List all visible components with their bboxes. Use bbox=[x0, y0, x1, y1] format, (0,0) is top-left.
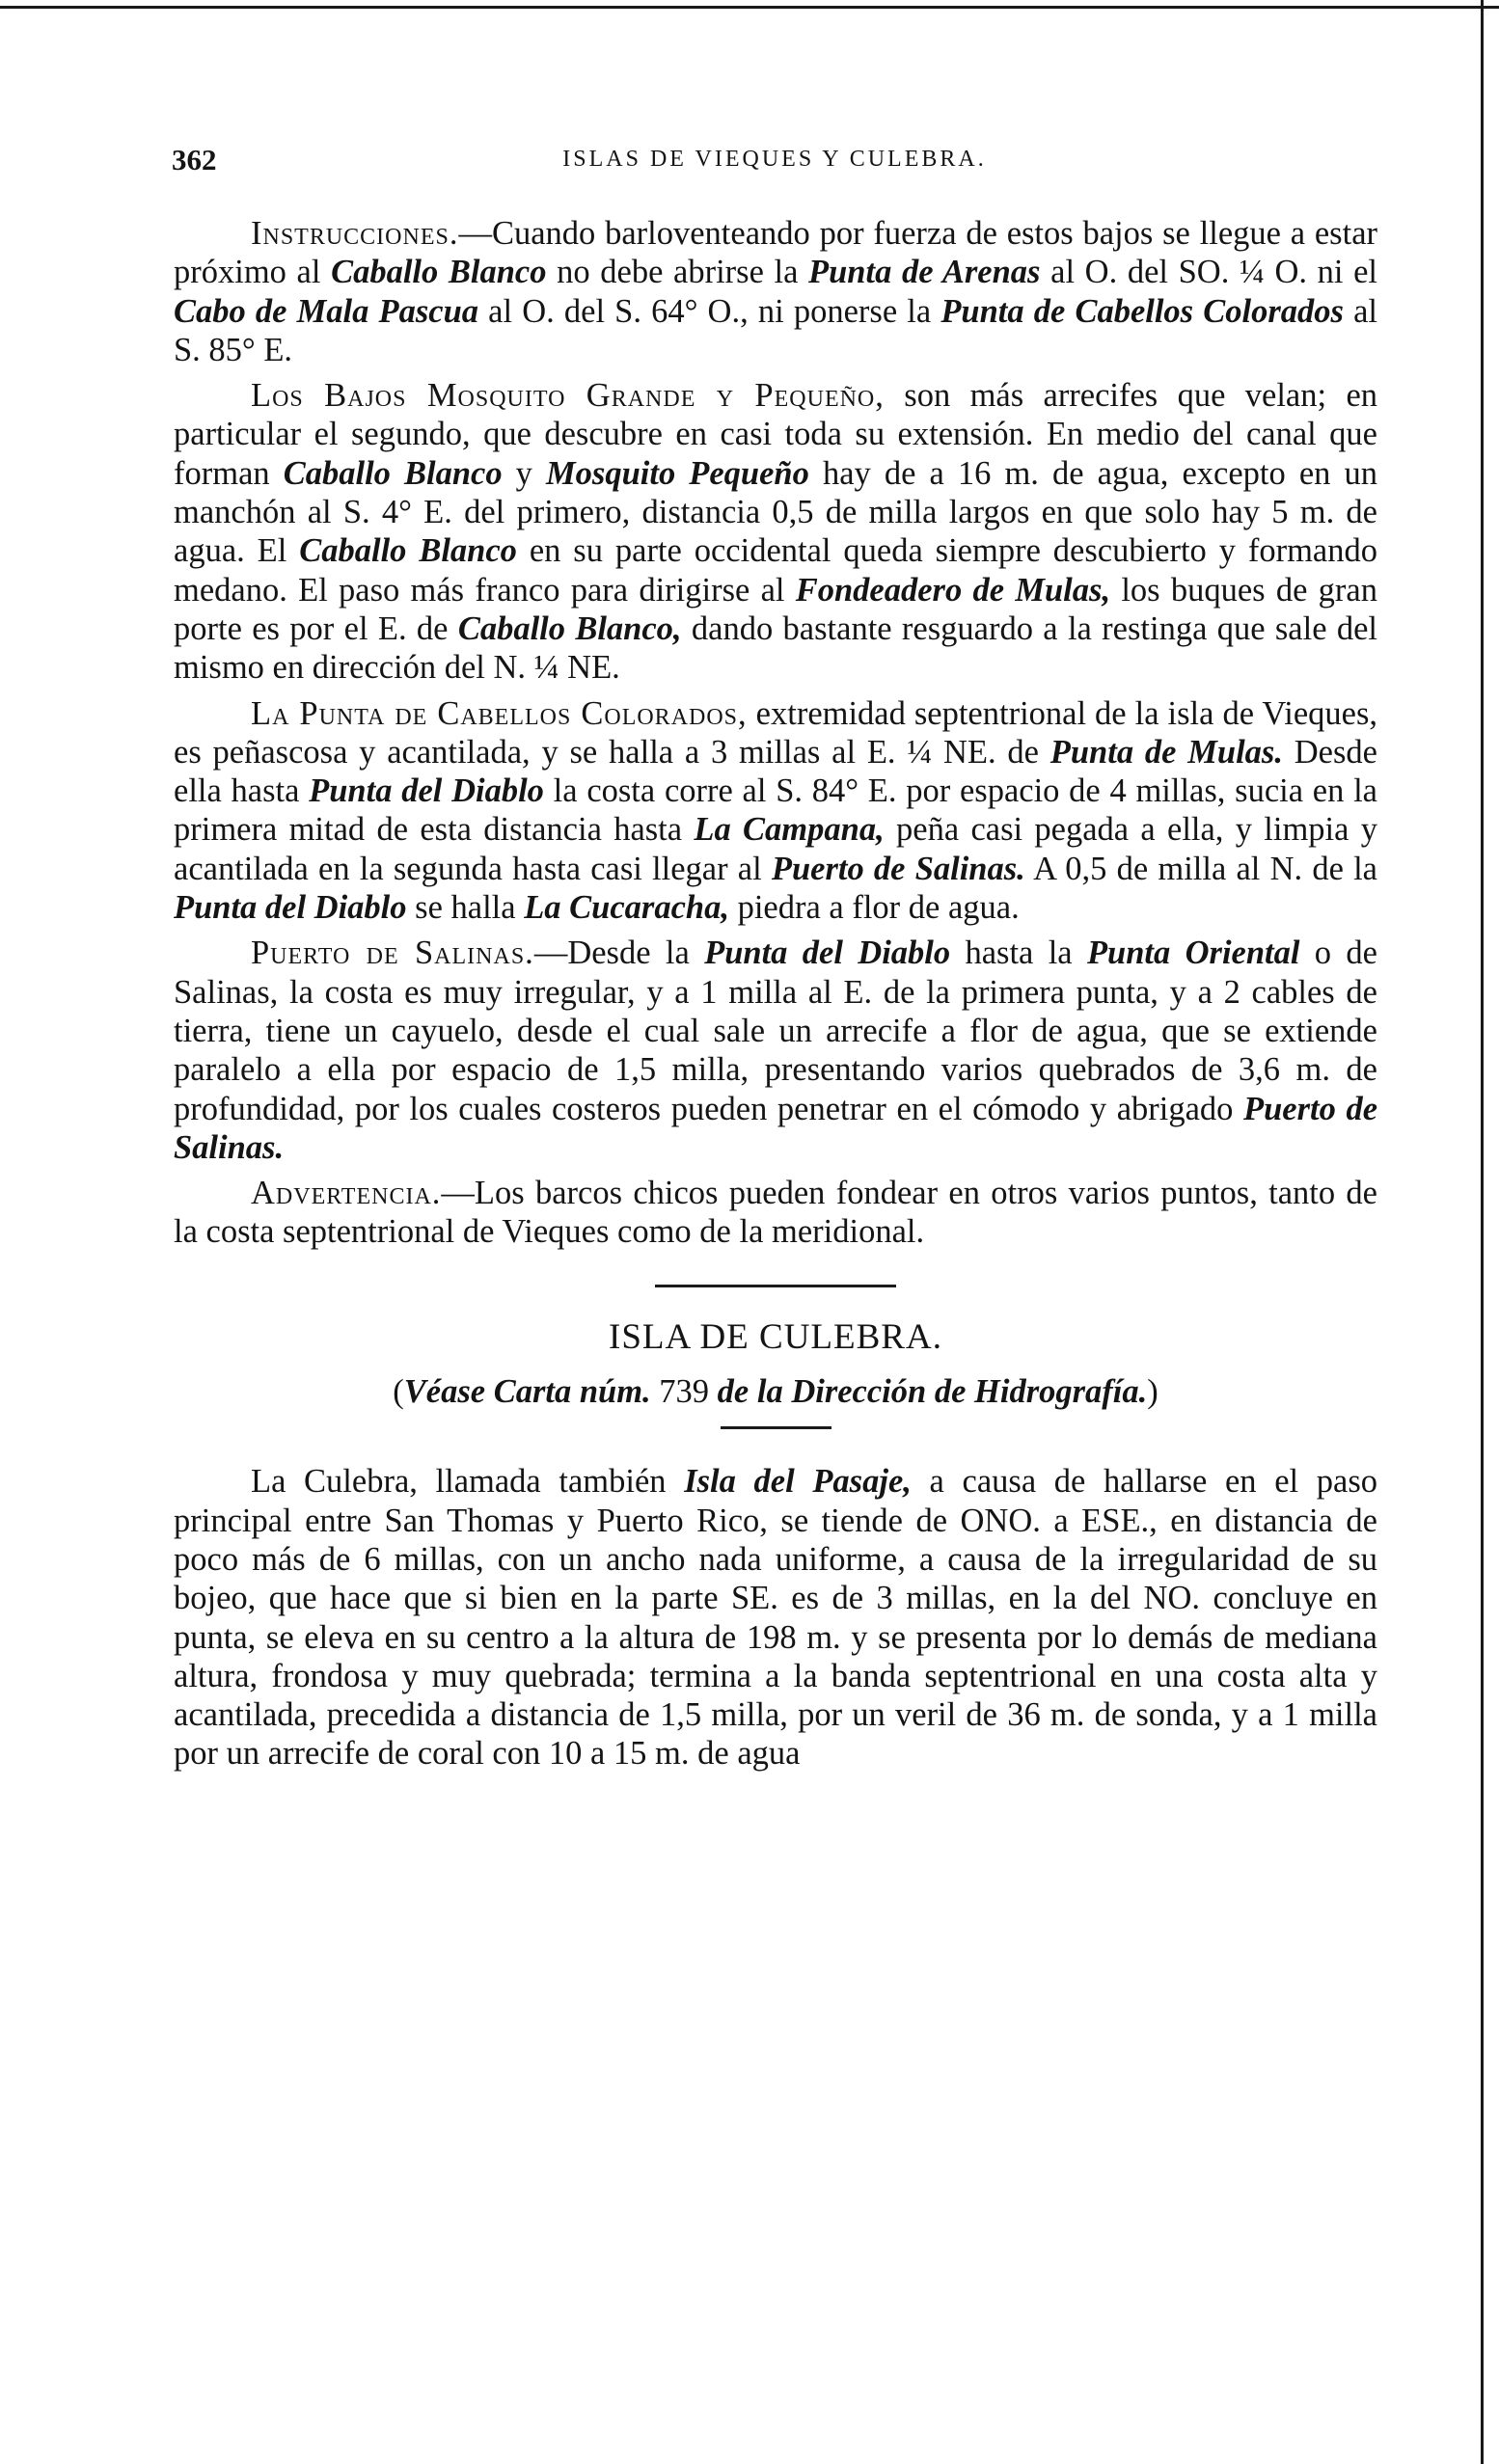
paragraph-instrucciones bbox=[174, 214, 1377, 369]
chart-reference-label: Véase Carta núm. bbox=[403, 1373, 651, 1411]
chart-number: 739 bbox=[650, 1373, 718, 1411]
text-run: o de Salinas, la costa es muy irregular, y a 1 milla al E. de la primera punta, y a 2 cables de tierra, tiene un cayuelo, desde el cual sale un arrecife a flor de agua, que se extiende paralelo a ella por espacio de 1,5 milla, presentando varios quebrados de 3,6 m. de profundidad, por los cuales costeros pueden penetrar en el cómodo y abrigado bbox=[174, 934, 1377, 1127]
text-run: —Los barcos chicos pueden fondear en otros varios puntos, tanto de la costa septentrional de Vieques como de la meridional. bbox=[174, 1175, 1377, 1251]
text-run: son más arrecifes que velan; en particular el segundo, que descubre en casi toda su extensión. En medio del canal que forman bbox=[174, 377, 1378, 492]
running-title: ISLAS DE VIEQUES Y CULEBRA. bbox=[562, 147, 987, 172]
text-run: A 0,5 de milla al N. de la bbox=[1024, 850, 1377, 887]
text-run: no debe abrirse la bbox=[546, 254, 809, 291]
chart-reference bbox=[174, 1372, 1377, 1411]
paragraph-lead: La Punta de Cabellos Colorados, bbox=[251, 694, 748, 732]
right-edge-rule bbox=[1481, 0, 1484, 2464]
paragraph-lead: Puerto de Salinas. bbox=[251, 934, 534, 972]
section-title: ISLA DE CULEBRA. bbox=[609, 1316, 942, 1357]
text-run: al O. del SO. ¼ O. ni el bbox=[1040, 254, 1378, 291]
text-run: y bbox=[502, 454, 546, 492]
text-run: ( bbox=[393, 1373, 404, 1411]
page-number: 362 bbox=[172, 143, 217, 176]
place-name: Caballo Blanco bbox=[283, 454, 503, 492]
page-header bbox=[172, 143, 1377, 181]
top-edge-rule bbox=[0, 6, 1499, 9]
place-name: Punta del Diablo bbox=[309, 772, 544, 810]
paragraph-lead: Instrucciones. bbox=[251, 215, 459, 252]
place-name: Mosquito Pequeño bbox=[546, 454, 809, 492]
text-run: los buques de gran porte es por el E. de bbox=[174, 571, 1377, 647]
place-name: Fondeadero de Mulas, bbox=[795, 571, 1111, 609]
text-run: la costa corre al S. 84° E. por espacio de 4 millas, sucia en la primera mitad de esta distancia hasta bbox=[174, 772, 1377, 849]
text-run: en su parte occidental queda siempre descubierto y formando medano. El paso más franco para dirigirse al bbox=[174, 532, 1377, 609]
place-name: Caballo Blanco bbox=[331, 254, 547, 291]
text-run: al S. 85° E. bbox=[174, 292, 1377, 368]
text-run: extremidad septentrional de la isla de Vieques, es peñascosa y acantilada, y se halla a 3 millas al E. ¼ NE. de bbox=[174, 694, 1377, 771]
place-name: Punta de Mulas. bbox=[1049, 733, 1283, 771]
paragraph-punta-cabellos bbox=[174, 694, 1377, 928]
paragraph-puerto-salinas bbox=[174, 934, 1377, 1167]
text-run: hasta la bbox=[950, 934, 1087, 972]
chart-reference-source: de la Dirección de Hidrografía. bbox=[717, 1373, 1148, 1411]
place-name: La Campana, bbox=[694, 811, 885, 849]
text-run: —Cuando barloventeando por fuerza de estos bajos se llegue a estar próximo al bbox=[174, 215, 1377, 291]
paragraph-advertencia bbox=[174, 1174, 1377, 1252]
place-name: Caballo Blanco bbox=[299, 532, 517, 570]
place-name: Puerto de Salinas. bbox=[771, 850, 1025, 887]
place-name: La Cucaracha, bbox=[524, 889, 729, 927]
text-run: piedra a flor de agua. bbox=[728, 889, 1020, 927]
page-body bbox=[174, 214, 1377, 1780]
place-name: Punta del Diablo bbox=[704, 934, 951, 972]
place-name: Puerto de Salinas. bbox=[174, 1090, 1378, 1166]
text-run: al O. del S. 64° O., ni ponerse la bbox=[478, 292, 941, 330]
text-run: se halla bbox=[406, 889, 525, 927]
paragraph-lead: Advertencia. bbox=[251, 1175, 442, 1212]
place-name: Punta de Cabellos Colorados bbox=[940, 292, 1344, 330]
section-divider bbox=[655, 1285, 896, 1287]
paragraph-bajos-mosquito bbox=[174, 376, 1377, 687]
text-run: peña casi pegada a ella, y limpia y acantilada en la segunda hasta casi llegar al bbox=[174, 811, 1377, 887]
text-run: —Desde la bbox=[533, 934, 705, 972]
place-name: Punta de Arenas bbox=[808, 254, 1041, 291]
place-name: Punta del Diablo bbox=[174, 889, 407, 927]
text-run: dando bastante resguardo a la restinga que sale del mismo en dirección del N. ¼ NE. bbox=[174, 609, 1377, 687]
place-name: Isla del Pasaje, bbox=[684, 1463, 912, 1501]
subtitle-divider bbox=[721, 1426, 831, 1429]
text-run: La Culebra, llamada también bbox=[251, 1463, 685, 1501]
place-name: Punta Oriental bbox=[1086, 934, 1300, 972]
place-name: Caballo Blanco, bbox=[457, 609, 682, 647]
paragraph-culebra bbox=[174, 1462, 1377, 1773]
text-run: a causa de hallarse en el paso principal entre San Thomas y Puerto Rico, se tiende de ONO. a ESE., en distancia de poco más de 6 millas, con un ancho nada uniforme, a causa de la irregularidad de su bojeo, que hace que si bien en la parte SE. es de 3 millas, en la del NO. concluye en punta, se eleva en su centro a la altura de 198 m. y se presenta por lo demás de mediana altura, frondosa y muy quebrada; termina a la banda septentrional en una costa alta y acantilada, precedida a distancia de 1,5 milla, por un veril de 36 m. de sonda, y a 1 milla por un arrecife de coral con 10 a 15 m. de agua bbox=[174, 1463, 1377, 1773]
paragraph-lead: Los Bajos Mosquito Grande y Pequeño, bbox=[251, 377, 885, 415]
text-run: Desde ella hasta bbox=[174, 733, 1377, 810]
text-run: ) bbox=[1147, 1373, 1158, 1411]
place-name: Cabo de Mala Pascua bbox=[174, 292, 479, 330]
text-run: hay de a 16 m. de agua, excepto en un manchón al S. 4° E. del primero, distancia 0,5 de milla largos en que solo hay 5 m. de agua. El bbox=[174, 454, 1377, 570]
